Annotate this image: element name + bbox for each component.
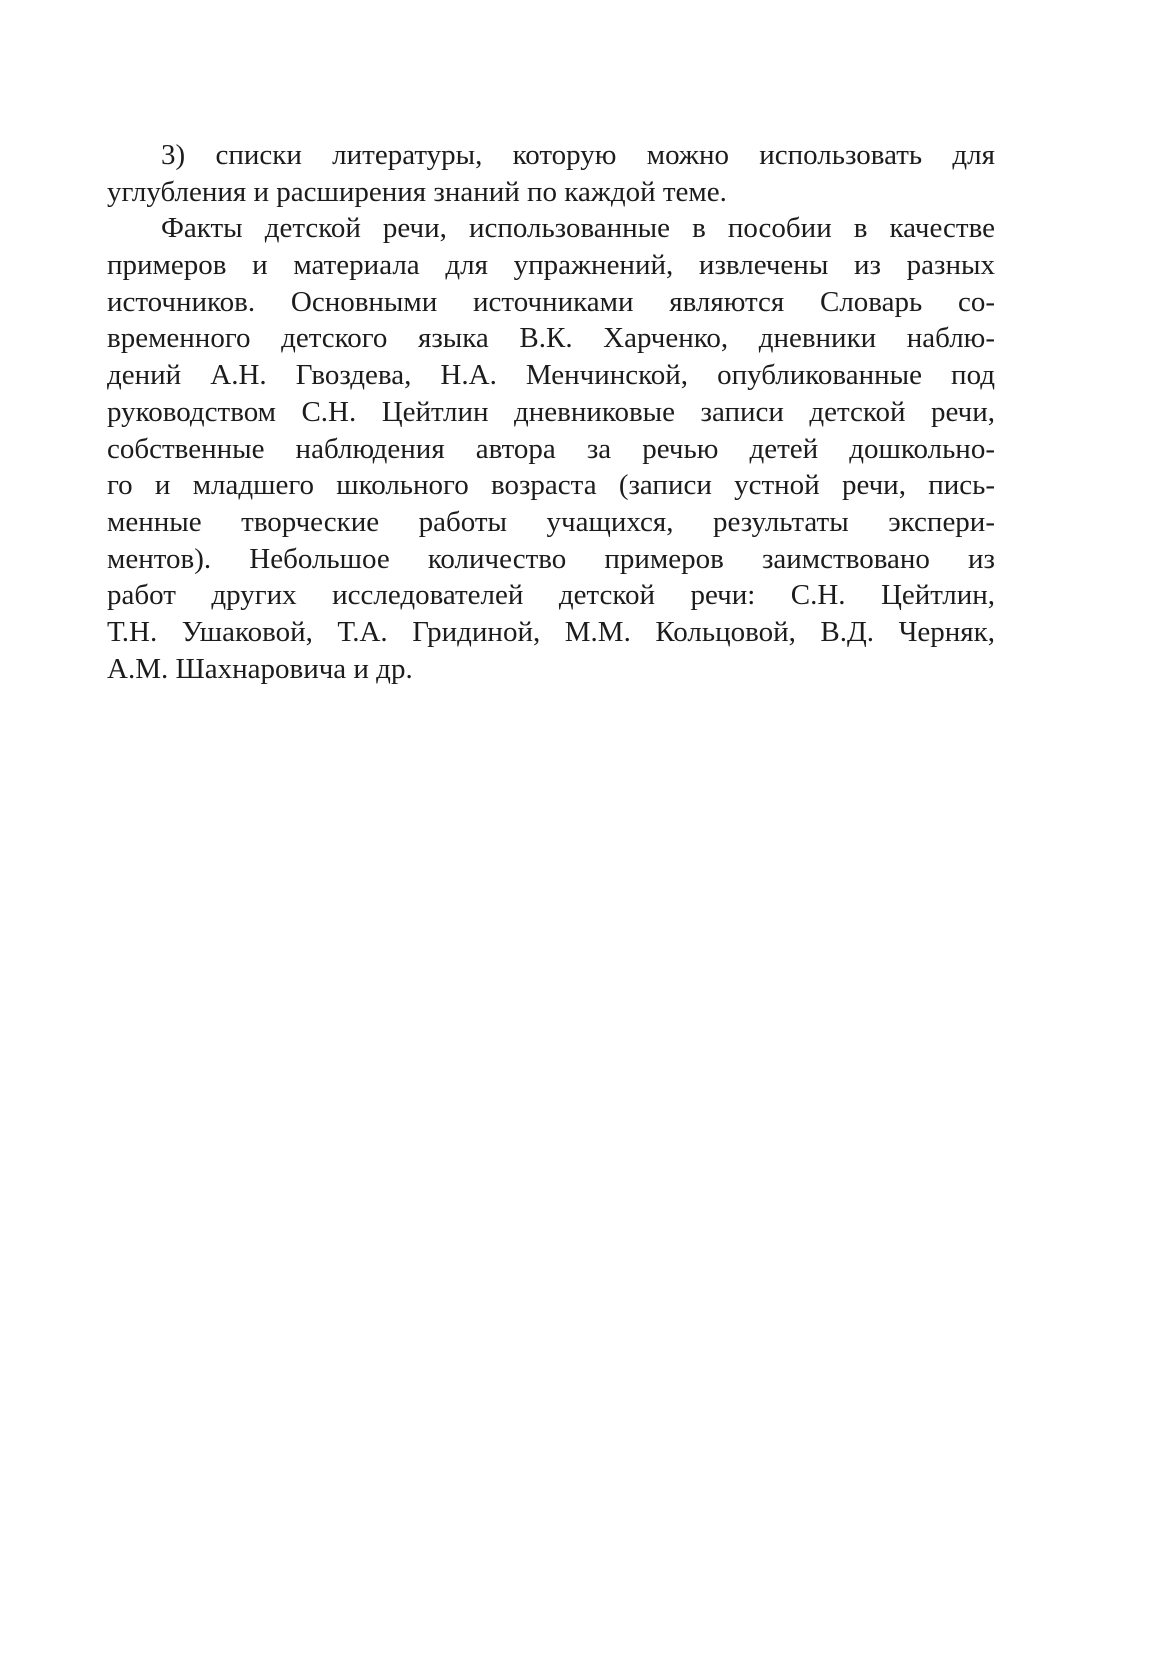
paragraph-speech-sources	[107, 210, 995, 687]
text-line: временного детского языка В.К. Харченко, дневники наблю-	[107, 322, 995, 355]
text-line: углубления и расширения знаний по каждой теме.	[107, 175, 727, 208]
text-line: собственные наблюдения автора за речью детей дошкольно-	[107, 432, 995, 465]
text-line: источников. Основными источниками являются Словарь со-	[107, 285, 995, 318]
text-line: го и младшего школьного возраста (записи устной речи, пись-	[107, 469, 995, 502]
text-line: А.М. Шахнаровича и др.	[107, 652, 413, 685]
text-line: ментов). Небольшое количество примеров заимствовано из	[107, 542, 995, 575]
text-line: работ других исследователей детской речи: С.Н. Цейтлин,	[107, 579, 995, 612]
paragraph-literature-lists	[107, 137, 995, 210]
text-line: примеров и материала для упражнений, извлечены из разных	[107, 249, 995, 282]
text-line: руководством С.Н. Цейтлин дневниковые записи детской речи,	[107, 395, 995, 428]
text-line: Факты детской речи, использованные в пособии в качестве	[161, 212, 995, 245]
text-line: 3) списки литературы, которую можно использовать для	[161, 139, 995, 171]
text-line: дений А.Н. Гвоздева, Н.А. Менчинской, опубликованные под	[107, 359, 995, 392]
text-line: менные творческие работы учащихся, результаты экспери-	[107, 505, 995, 538]
body-text	[107, 137, 995, 687]
text-line: Т.Н. Ушаковой, Т.А. Гридиной, М.М. Кольцовой, В.Д. Черняк,	[107, 615, 995, 648]
